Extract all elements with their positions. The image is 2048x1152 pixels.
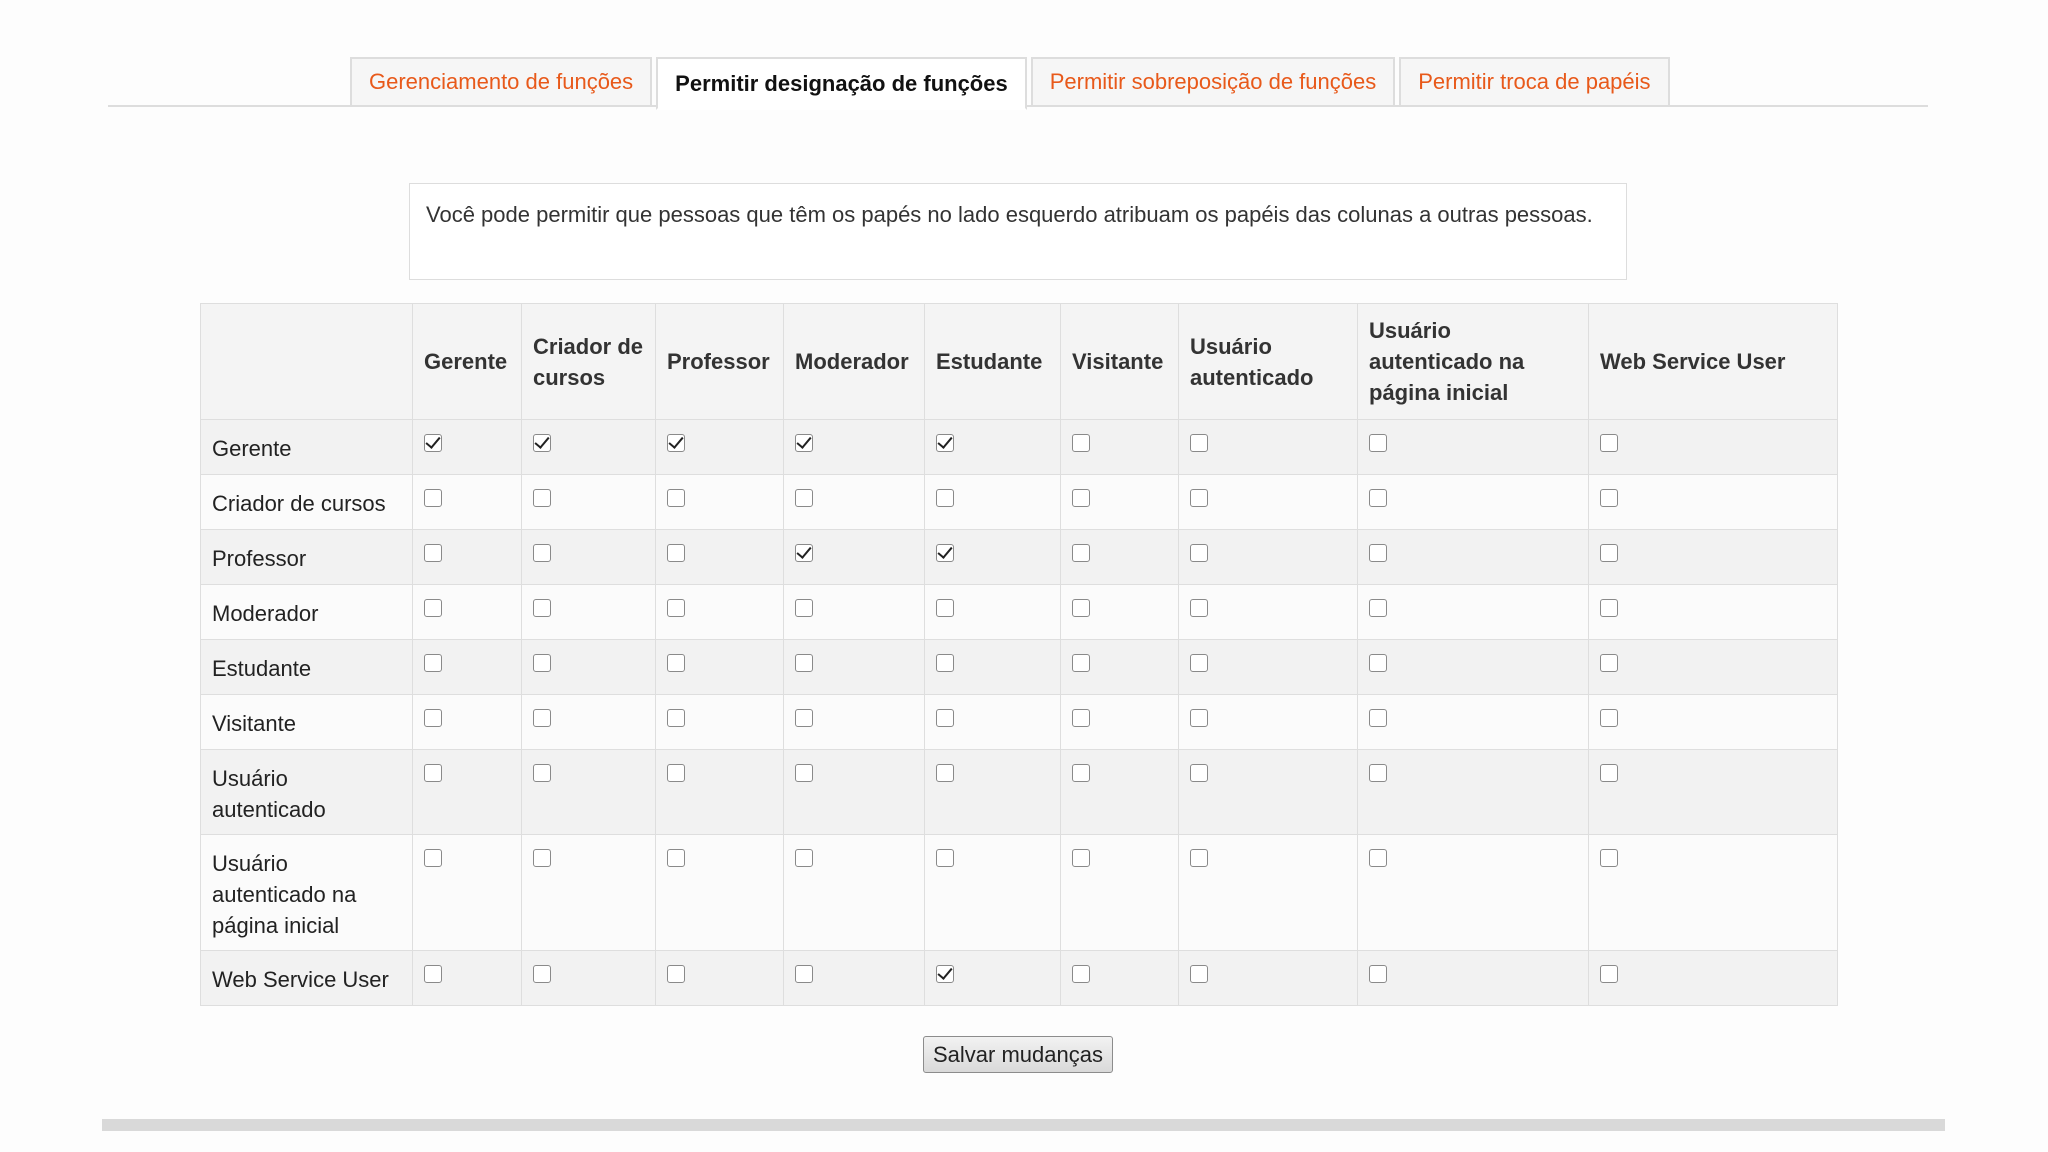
matrix-cell [784,695,925,750]
matrix-cell [1179,420,1358,475]
matrix-cell [925,640,1061,695]
matrix-cell [1358,640,1589,695]
allow-assign-checkbox[interactable] [1190,599,1208,617]
allow-assign-checkbox[interactable] [424,489,442,507]
allow-assign-checkbox[interactable] [1190,849,1208,867]
allow-assign-checkbox[interactable] [1369,544,1387,562]
allow-assign-checkbox[interactable] [795,544,813,562]
matrix-cell [925,835,1061,951]
allow-assign-checkbox[interactable] [424,434,442,452]
matrix-header-row [201,304,1838,420]
allow-assign-checkbox[interactable] [667,709,685,727]
column-header: Estudante [925,304,1061,420]
allow-assign-checkbox[interactable] [1369,434,1387,452]
matrix-cell [925,475,1061,530]
table-row [201,640,1838,695]
matrix-cell [784,640,925,695]
allow-assign-checkbox[interactable] [1600,764,1618,782]
matrix-cell [522,640,656,695]
matrix-cell [784,530,925,585]
matrix-cell [413,420,522,475]
matrix-cell [1589,951,1838,1006]
matrix-cell [522,951,656,1006]
allow-assign-checkbox[interactable] [1190,654,1208,672]
allow-assign-checkbox[interactable] [1190,434,1208,452]
matrix-cell [784,420,925,475]
allow-assign-checkbox[interactable] [424,965,442,983]
matrix-cell [1061,750,1179,835]
allow-assign-checkbox[interactable] [795,434,813,452]
matrix-cell [413,835,522,951]
allow-assign-checkbox[interactable] [936,434,954,452]
tab-bar [350,57,1670,110]
table-row [201,750,1838,835]
allow-assign-checkbox[interactable] [667,489,685,507]
allow-assign-checkbox[interactable] [1190,965,1208,983]
allow-assign-checkbox[interactable] [1600,849,1618,867]
allow-assign-checkbox[interactable] [533,965,551,983]
allow-assign-checkbox[interactable] [936,849,954,867]
matrix-cell [1589,475,1838,530]
allow-assign-checkbox[interactable] [1190,489,1208,507]
matrix-cell [1061,530,1179,585]
allow-assign-checkbox[interactable] [795,965,813,983]
tab-allow-assign[interactable]: Permitir designação de funções [656,57,1027,110]
tab-allow-switch[interactable]: Permitir troca de papéis [1399,57,1669,107]
matrix-cell [522,585,656,640]
table-row [201,585,1838,640]
row-header: Usuário autenticado na página inicial [201,835,413,951]
matrix-cell [925,695,1061,750]
allow-assign-checkbox[interactable] [1600,709,1618,727]
matrix-cell [1589,585,1838,640]
info-box [409,183,1627,280]
allow-assign-checkbox[interactable] [533,489,551,507]
allow-assign-checkbox[interactable] [1072,544,1090,562]
column-header: Web Service User [1589,304,1838,420]
allow-assign-checkbox[interactable] [1072,764,1090,782]
matrix-cell [1061,951,1179,1006]
allow-assign-checkbox[interactable] [1072,489,1090,507]
allow-assign-checkbox[interactable] [1072,434,1090,452]
matrix-cell [1179,530,1358,585]
matrix-cell [656,750,784,835]
matrix-cell [784,750,925,835]
allow-assign-checkbox[interactable] [795,489,813,507]
allow-assign-checkbox[interactable] [1600,434,1618,452]
column-header: Professor [656,304,784,420]
matrix-cell [413,695,522,750]
matrix-cell [925,951,1061,1006]
allow-assign-checkbox[interactable] [533,709,551,727]
column-header: Criador de cursos [522,304,656,420]
allow-assign-checkbox[interactable] [667,764,685,782]
table-row [201,530,1838,585]
matrix-cell [522,475,656,530]
allow-assign-checkbox[interactable] [1600,965,1618,983]
allow-assign-checkbox[interactable] [667,849,685,867]
allow-assign-checkbox[interactable] [1072,709,1090,727]
matrix-cell [1358,585,1589,640]
matrix-body [201,420,1838,1006]
allow-assign-checkbox[interactable] [1369,849,1387,867]
allow-assign-checkbox[interactable] [936,654,954,672]
table-row [201,951,1838,1006]
allow-assign-checkbox[interactable] [1369,965,1387,983]
row-header: Criador de cursos [201,475,413,530]
matrix-cell [413,530,522,585]
matrix-cell [925,530,1061,585]
matrix-cell [656,951,784,1006]
matrix-cell [656,420,784,475]
matrix-cell [656,835,784,951]
matrix-cell [1589,530,1838,585]
matrix-cell [1589,750,1838,835]
matrix-cell [1358,835,1589,951]
matrix-cell [1589,420,1838,475]
allow-assign-checkbox[interactable] [533,764,551,782]
allow-assign-checkbox[interactable] [1072,965,1090,983]
allow-assign-checkbox[interactable] [424,654,442,672]
allow-assign-checkbox[interactable] [795,764,813,782]
matrix-cell [656,640,784,695]
matrix-cell [522,530,656,585]
allow-assign-checkbox[interactable] [936,709,954,727]
matrix-cell [522,420,656,475]
matrix-cell [1358,951,1589,1006]
matrix-cell [925,420,1061,475]
matrix-cell [656,585,784,640]
column-header: Gerente [413,304,522,420]
allow-assign-checkbox[interactable] [533,654,551,672]
matrix-cell [1179,695,1358,750]
column-header: Visitante [1061,304,1179,420]
allow-assign-checkbox[interactable] [1190,544,1208,562]
matrix-cell [1179,475,1358,530]
matrix-cell [656,475,784,530]
allow-assign-checkbox[interactable] [1369,764,1387,782]
matrix-cell [1061,695,1179,750]
allow-assign-checkbox[interactable] [1190,764,1208,782]
allow-assign-checkbox[interactable] [533,544,551,562]
matrix-cell [1179,640,1358,695]
matrix-cell [1358,420,1589,475]
allow-assign-checkbox[interactable] [667,434,685,452]
allow-assign-checkbox[interactable] [936,764,954,782]
column-header: Usuário autenticado na página inicial [1358,304,1589,420]
row-header: Visitante [201,695,413,750]
allow-assign-checkbox[interactable] [936,544,954,562]
row-header: Web Service User [201,951,413,1006]
matrix-cell [413,585,522,640]
allow-assign-checkbox[interactable] [795,599,813,617]
allow-assign-checkbox[interactable] [1600,599,1618,617]
table-row [201,475,1838,530]
role-assign-matrix [200,303,1838,1006]
matrix-cell [656,530,784,585]
save-changes-button[interactable]: Salvar mudanças [923,1036,1113,1073]
allow-assign-checkbox[interactable] [1072,599,1090,617]
allow-assign-checkbox[interactable] [667,654,685,672]
matrix-cell [784,951,925,1006]
allow-assign-checkbox[interactable] [1072,654,1090,672]
allow-assign-checkbox[interactable] [936,599,954,617]
matrix-cell [413,640,522,695]
matrix-cell [925,585,1061,640]
allow-assign-checkbox[interactable] [533,434,551,452]
column-header: Usuário autenticado [1179,304,1358,420]
matrix-cell [1179,585,1358,640]
matrix-cell [1589,835,1838,951]
row-header: Moderador [201,585,413,640]
matrix-cell [1179,835,1358,951]
allow-assign-checkbox[interactable] [667,965,685,983]
matrix-cell [522,750,656,835]
allow-assign-checkbox[interactable] [795,709,813,727]
allow-assign-checkbox[interactable] [936,489,954,507]
matrix-cell [784,835,925,951]
allow-assign-checkbox[interactable] [1369,709,1387,727]
row-header: Gerente [201,420,413,475]
matrix-cell [1358,475,1589,530]
allow-assign-checkbox[interactable] [424,544,442,562]
matrix-cell [1061,420,1179,475]
matrix-cell [413,951,522,1006]
allow-assign-checkbox[interactable] [1369,599,1387,617]
matrix-cell [1179,750,1358,835]
row-header: Professor [201,530,413,585]
matrix-cell [1358,750,1589,835]
allow-assign-checkbox[interactable] [1072,849,1090,867]
matrix-cell [1589,640,1838,695]
footer-bar [102,1119,1945,1131]
matrix-cell [1061,585,1179,640]
allow-assign-checkbox[interactable] [1369,489,1387,507]
allow-assign-checkbox[interactable] [1600,544,1618,562]
tab-allow-override[interactable]: Permitir sobreposição de funções [1031,57,1396,107]
allow-assign-checkbox[interactable] [1600,654,1618,672]
allow-assign-checkbox[interactable] [795,849,813,867]
allow-assign-checkbox[interactable] [1190,709,1208,727]
allow-assign-checkbox[interactable] [424,849,442,867]
matrix-cell [784,585,925,640]
allow-assign-checkbox[interactable] [667,544,685,562]
matrix-cell [413,750,522,835]
allow-assign-checkbox[interactable] [424,764,442,782]
matrix-corner [201,304,413,420]
matrix-cell [1358,530,1589,585]
matrix-cell [925,750,1061,835]
allow-assign-checkbox[interactable] [1369,654,1387,672]
matrix-cell [522,835,656,951]
allow-assign-checkbox[interactable] [667,599,685,617]
table-row [201,420,1838,475]
allow-assign-checkbox[interactable] [533,599,551,617]
row-header: Usuário autenticado [201,750,413,835]
matrix-cell [656,695,784,750]
column-header: Moderador [784,304,925,420]
table-row [201,695,1838,750]
matrix-cell [1061,640,1179,695]
allow-assign-checkbox[interactable] [533,849,551,867]
allow-assign-checkbox[interactable] [936,965,954,983]
matrix-cell [413,475,522,530]
matrix-cell [1589,695,1838,750]
info-text: Você pode permitir que pessoas que têm os papés no lado esquerdo atribuam os papéis das colunas a outras pessoas. [426,202,1593,227]
matrix-cell [784,475,925,530]
matrix-cell [1179,951,1358,1006]
allow-assign-checkbox[interactable] [1600,489,1618,507]
matrix-cell [522,695,656,750]
allow-assign-checkbox[interactable] [424,599,442,617]
table-row [201,835,1838,951]
matrix-cell [1358,695,1589,750]
row-header: Estudante [201,640,413,695]
matrix-cell [1061,475,1179,530]
allow-assign-checkbox[interactable] [424,709,442,727]
matrix-cell [1061,835,1179,951]
tab-manage-roles[interactable]: Gerenciamento de funções [350,57,652,107]
allow-assign-checkbox[interactable] [795,654,813,672]
